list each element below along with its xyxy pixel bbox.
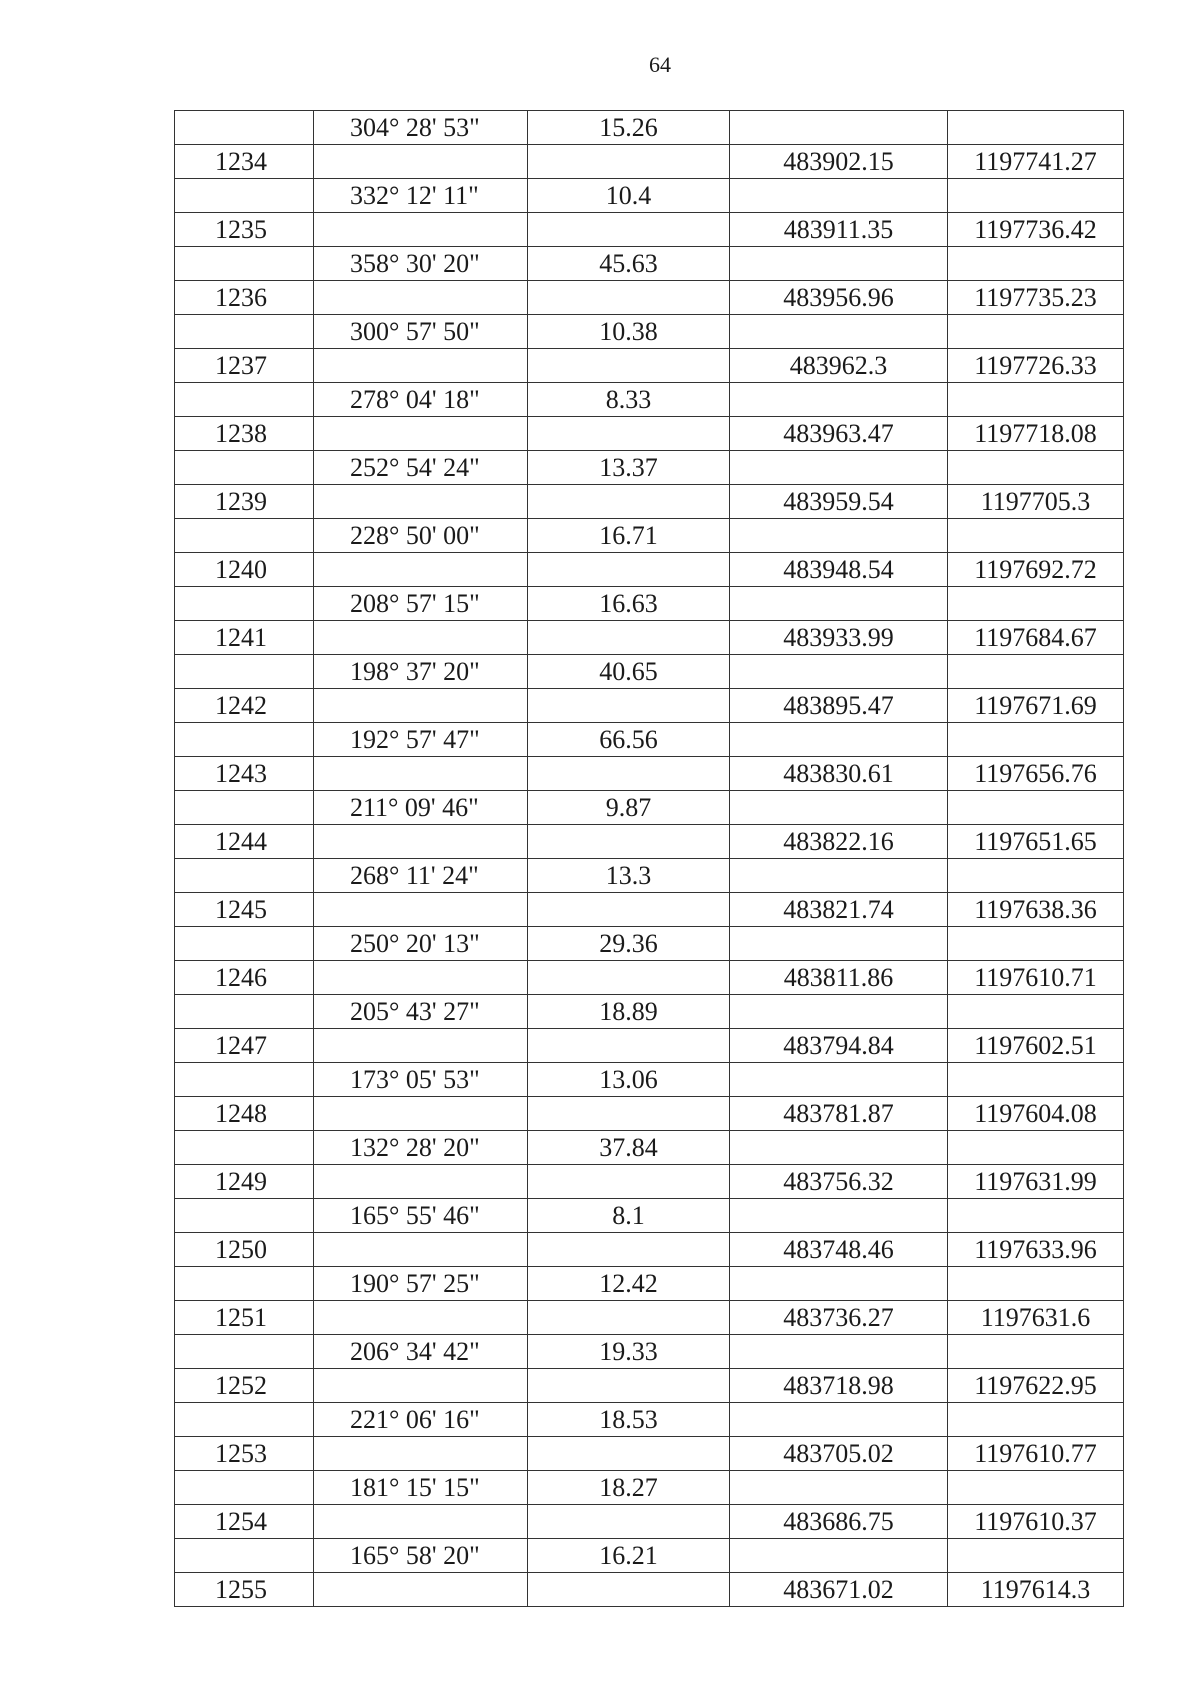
table-row (175, 723, 1124, 757)
distance-cell: 10.4 (528, 179, 730, 213)
table-row (175, 1097, 1124, 1131)
table-row (175, 1199, 1124, 1233)
table-row (175, 621, 1124, 655)
distance-cell: 13.06 (528, 1063, 730, 1097)
distance-cell (528, 1369, 730, 1403)
distance-cell (528, 893, 730, 927)
x-coordinate-cell (730, 1199, 948, 1233)
y-coordinate-cell: 1197684.67 (948, 621, 1124, 655)
y-coordinate-cell (948, 995, 1124, 1029)
table-row (175, 247, 1124, 281)
x-coordinate-cell: 483781.87 (730, 1097, 948, 1131)
table-row (175, 1233, 1124, 1267)
bearing-cell: 250° 20' 13" (314, 927, 528, 961)
x-coordinate-cell (730, 1335, 948, 1369)
distance-cell: 8.1 (528, 1199, 730, 1233)
bearing-cell (314, 1097, 528, 1131)
y-coordinate-cell (948, 791, 1124, 825)
bearing-cell: 228° 50' 00" (314, 519, 528, 553)
bearing-cell: 211° 09' 46" (314, 791, 528, 825)
bearing-cell (314, 757, 528, 791)
y-coordinate-cell: 1197671.69 (948, 689, 1124, 723)
x-coordinate-cell (730, 1131, 948, 1165)
bearing-cell: 268° 11' 24" (314, 859, 528, 893)
y-coordinate-cell: 1197726.33 (948, 349, 1124, 383)
y-coordinate-cell: 1197604.08 (948, 1097, 1124, 1131)
point-number-cell: 1235 (175, 213, 314, 247)
table-row (175, 1471, 1124, 1505)
table-row (175, 689, 1124, 723)
x-coordinate-cell (730, 655, 948, 689)
point-number-cell: 1245 (175, 893, 314, 927)
table-row (175, 791, 1124, 825)
y-coordinate-cell (948, 927, 1124, 961)
table-row (175, 893, 1124, 927)
point-number-cell: 1247 (175, 1029, 314, 1063)
table-row (175, 1131, 1124, 1165)
point-number-cell (175, 247, 314, 281)
x-coordinate-cell (730, 1063, 948, 1097)
table-row (175, 1029, 1124, 1063)
distance-cell: 10.38 (528, 315, 730, 349)
x-coordinate-cell: 483902.15 (730, 145, 948, 179)
distance-cell: 16.71 (528, 519, 730, 553)
point-number-cell: 1238 (175, 417, 314, 451)
x-coordinate-cell: 483794.84 (730, 1029, 948, 1063)
bearing-cell (314, 213, 528, 247)
distance-cell (528, 1097, 730, 1131)
bearing-cell (314, 893, 528, 927)
table-row (175, 383, 1124, 417)
table-row (175, 927, 1124, 961)
y-coordinate-cell: 1197736.42 (948, 213, 1124, 247)
table-row (175, 1335, 1124, 1369)
y-coordinate-cell (948, 1539, 1124, 1573)
distance-cell: 15.26 (528, 111, 730, 145)
x-coordinate-cell: 483718.98 (730, 1369, 948, 1403)
table-row (175, 519, 1124, 553)
x-coordinate-cell: 483748.46 (730, 1233, 948, 1267)
table-row (175, 179, 1124, 213)
y-coordinate-cell (948, 1131, 1124, 1165)
y-coordinate-cell (948, 315, 1124, 349)
y-coordinate-cell: 1197705.3 (948, 485, 1124, 519)
distance-cell (528, 553, 730, 587)
distance-cell (528, 825, 730, 859)
table-row (175, 349, 1124, 383)
y-coordinate-cell: 1197692.72 (948, 553, 1124, 587)
table-row (175, 1403, 1124, 1437)
x-coordinate-cell (730, 315, 948, 349)
table-row (175, 451, 1124, 485)
table-row (175, 281, 1124, 315)
distance-cell (528, 1505, 730, 1539)
distance-cell (528, 1301, 730, 1335)
point-number-cell (175, 111, 314, 145)
bearing-cell: 205° 43' 27" (314, 995, 528, 1029)
x-coordinate-cell (730, 179, 948, 213)
point-number-cell (175, 655, 314, 689)
x-coordinate-cell (730, 1471, 948, 1505)
y-coordinate-cell (948, 1403, 1124, 1437)
table-row (175, 417, 1124, 451)
bearing-cell (314, 553, 528, 587)
x-coordinate-cell: 483933.99 (730, 621, 948, 655)
table-body (175, 111, 1124, 1607)
x-coordinate-cell (730, 995, 948, 1029)
y-coordinate-cell: 1197610.77 (948, 1437, 1124, 1471)
point-number-cell (175, 179, 314, 213)
distance-cell (528, 961, 730, 995)
bearing-cell: 252° 54' 24" (314, 451, 528, 485)
y-coordinate-cell (948, 723, 1124, 757)
point-number-cell: 1255 (175, 1573, 314, 1607)
x-coordinate-cell: 483911.35 (730, 213, 948, 247)
distance-cell (528, 1573, 730, 1607)
bearing-cell (314, 1165, 528, 1199)
distance-cell (528, 1165, 730, 1199)
x-coordinate-cell: 483686.75 (730, 1505, 948, 1539)
y-coordinate-cell (948, 655, 1124, 689)
x-coordinate-cell (730, 927, 948, 961)
bearing-cell (314, 1573, 528, 1607)
bearing-cell: 132° 28' 20" (314, 1131, 528, 1165)
x-coordinate-cell (730, 723, 948, 757)
y-coordinate-cell: 1197614.3 (948, 1573, 1124, 1607)
y-coordinate-cell: 1197741.27 (948, 145, 1124, 179)
y-coordinate-cell (948, 519, 1124, 553)
point-number-cell: 1252 (175, 1369, 314, 1403)
y-coordinate-cell (948, 1471, 1124, 1505)
point-number-cell (175, 723, 314, 757)
point-number-cell: 1243 (175, 757, 314, 791)
table-row (175, 213, 1124, 247)
point-number-cell (175, 383, 314, 417)
y-coordinate-cell: 1197718.08 (948, 417, 1124, 451)
distance-cell (528, 213, 730, 247)
x-coordinate-cell: 483756.32 (730, 1165, 948, 1199)
distance-cell (528, 1233, 730, 1267)
x-coordinate-cell: 483959.54 (730, 485, 948, 519)
point-number-cell (175, 1335, 314, 1369)
x-coordinate-cell: 483962.3 (730, 349, 948, 383)
y-coordinate-cell: 1197631.6 (948, 1301, 1124, 1335)
x-coordinate-cell (730, 791, 948, 825)
y-coordinate-cell: 1197651.65 (948, 825, 1124, 859)
bearing-cell (314, 349, 528, 383)
table-row (175, 1539, 1124, 1573)
point-number-cell (175, 995, 314, 1029)
page-number: 64 (649, 52, 671, 77)
bearing-cell (314, 1301, 528, 1335)
y-coordinate-cell (948, 1063, 1124, 1097)
y-coordinate-cell: 1197631.99 (948, 1165, 1124, 1199)
x-coordinate-cell: 483671.02 (730, 1573, 948, 1607)
bearing-cell: 332° 12' 11" (314, 179, 528, 213)
point-number-cell: 1249 (175, 1165, 314, 1199)
bearing-cell: 192° 57' 47" (314, 723, 528, 757)
bearing-cell (314, 961, 528, 995)
bearing-cell (314, 1505, 528, 1539)
point-number-cell: 1237 (175, 349, 314, 383)
x-coordinate-cell (730, 1539, 948, 1573)
table-row (175, 587, 1124, 621)
point-number-cell (175, 1199, 314, 1233)
y-coordinate-cell (948, 1199, 1124, 1233)
distance-cell: 9.87 (528, 791, 730, 825)
point-number-cell (175, 519, 314, 553)
table-row (175, 1165, 1124, 1199)
bearing-cell (314, 485, 528, 519)
bearing-cell (314, 1369, 528, 1403)
x-coordinate-cell (730, 247, 948, 281)
distance-cell (528, 417, 730, 451)
distance-cell: 37.84 (528, 1131, 730, 1165)
coordinates-table (174, 110, 1124, 1607)
x-coordinate-cell: 483821.74 (730, 893, 948, 927)
bearing-cell: 358° 30' 20" (314, 247, 528, 281)
distance-cell: 18.53 (528, 1403, 730, 1437)
x-coordinate-cell (730, 519, 948, 553)
y-coordinate-cell (948, 587, 1124, 621)
y-coordinate-cell (948, 859, 1124, 893)
distance-cell (528, 349, 730, 383)
bearing-cell (314, 621, 528, 655)
x-coordinate-cell: 483811.86 (730, 961, 948, 995)
y-coordinate-cell (948, 451, 1124, 485)
distance-cell (528, 145, 730, 179)
distance-cell: 8.33 (528, 383, 730, 417)
point-number-cell (175, 791, 314, 825)
y-coordinate-cell: 1197735.23 (948, 281, 1124, 315)
bearing-cell (314, 1233, 528, 1267)
table-row (175, 1301, 1124, 1335)
bearing-cell: 208° 57' 15" (314, 587, 528, 621)
table-row (175, 1267, 1124, 1301)
point-number-cell: 1251 (175, 1301, 314, 1335)
bearing-cell: 181° 15' 15" (314, 1471, 528, 1505)
table-row (175, 1063, 1124, 1097)
y-coordinate-cell: 1197610.71 (948, 961, 1124, 995)
x-coordinate-cell: 483705.02 (730, 1437, 948, 1471)
bearing-cell (314, 1029, 528, 1063)
x-coordinate-cell: 483830.61 (730, 757, 948, 791)
distance-cell: 16.21 (528, 1539, 730, 1573)
table-row (175, 485, 1124, 519)
bearing-cell: 300° 57' 50" (314, 315, 528, 349)
distance-cell: 18.89 (528, 995, 730, 1029)
point-number-cell (175, 1267, 314, 1301)
table-row (175, 961, 1124, 995)
y-coordinate-cell (948, 1335, 1124, 1369)
y-coordinate-cell (948, 111, 1124, 145)
table-row (175, 1369, 1124, 1403)
y-coordinate-cell: 1197610.37 (948, 1505, 1124, 1539)
point-number-cell (175, 1403, 314, 1437)
bearing-cell (314, 417, 528, 451)
point-number-cell (175, 859, 314, 893)
distance-cell: 16.63 (528, 587, 730, 621)
bearing-cell: 165° 55' 46" (314, 1199, 528, 1233)
point-number-cell (175, 1063, 314, 1097)
bearing-cell: 173° 05' 53" (314, 1063, 528, 1097)
y-coordinate-cell: 1197638.36 (948, 893, 1124, 927)
distance-cell (528, 757, 730, 791)
y-coordinate-cell: 1197656.76 (948, 757, 1124, 791)
point-number-cell: 1236 (175, 281, 314, 315)
bearing-cell: 304° 28' 53" (314, 111, 528, 145)
y-coordinate-cell (948, 1267, 1124, 1301)
distance-cell: 45.63 (528, 247, 730, 281)
x-coordinate-cell (730, 451, 948, 485)
distance-cell (528, 281, 730, 315)
distance-cell (528, 621, 730, 655)
x-coordinate-cell: 483822.16 (730, 825, 948, 859)
point-number-cell: 1250 (175, 1233, 314, 1267)
bearing-cell: 206° 34' 42" (314, 1335, 528, 1369)
x-coordinate-cell (730, 1403, 948, 1437)
x-coordinate-cell: 483895.47 (730, 689, 948, 723)
distance-cell (528, 485, 730, 519)
point-number-cell (175, 451, 314, 485)
distance-cell: 12.42 (528, 1267, 730, 1301)
point-number-cell: 1240 (175, 553, 314, 587)
point-number-cell (175, 1539, 314, 1573)
bearing-cell (314, 1437, 528, 1471)
bearing-cell: 190° 57' 25" (314, 1267, 528, 1301)
x-coordinate-cell: 483963.47 (730, 417, 948, 451)
point-number-cell: 1246 (175, 961, 314, 995)
distance-cell: 19.33 (528, 1335, 730, 1369)
point-number-cell: 1254 (175, 1505, 314, 1539)
bearing-cell: 278° 04' 18" (314, 383, 528, 417)
x-coordinate-cell (730, 383, 948, 417)
x-coordinate-cell (730, 587, 948, 621)
bearing-cell: 198° 37' 20" (314, 655, 528, 689)
point-number-cell: 1234 (175, 145, 314, 179)
point-number-cell (175, 927, 314, 961)
table-row (175, 825, 1124, 859)
bearing-cell: 165° 58' 20" (314, 1539, 528, 1573)
x-coordinate-cell: 483956.96 (730, 281, 948, 315)
table-row (175, 859, 1124, 893)
distance-cell (528, 1437, 730, 1471)
point-number-cell (175, 1471, 314, 1505)
table-row (175, 553, 1124, 587)
point-number-cell: 1244 (175, 825, 314, 859)
bearing-cell: 221° 06' 16" (314, 1403, 528, 1437)
table-row (175, 757, 1124, 791)
table-row (175, 1437, 1124, 1471)
point-number-cell: 1239 (175, 485, 314, 519)
table-row (175, 315, 1124, 349)
y-coordinate-cell: 1197602.51 (948, 1029, 1124, 1063)
point-number-cell: 1241 (175, 621, 314, 655)
distance-cell: 13.37 (528, 451, 730, 485)
bearing-cell (314, 825, 528, 859)
distance-cell: 66.56 (528, 723, 730, 757)
y-coordinate-cell: 1197633.96 (948, 1233, 1124, 1267)
distance-cell: 13.3 (528, 859, 730, 893)
point-number-cell (175, 315, 314, 349)
distance-cell: 29.36 (528, 927, 730, 961)
table-row (175, 995, 1124, 1029)
x-coordinate-cell: 483948.54 (730, 553, 948, 587)
distance-cell: 40.65 (528, 655, 730, 689)
point-number-cell: 1253 (175, 1437, 314, 1471)
y-coordinate-cell (948, 383, 1124, 417)
distance-cell (528, 1029, 730, 1063)
y-coordinate-cell (948, 179, 1124, 213)
x-coordinate-cell (730, 859, 948, 893)
x-coordinate-cell (730, 1267, 948, 1301)
y-coordinate-cell: 1197622.95 (948, 1369, 1124, 1403)
point-number-cell: 1242 (175, 689, 314, 723)
distance-cell (528, 689, 730, 723)
distance-cell: 18.27 (528, 1471, 730, 1505)
table-row (175, 145, 1124, 179)
table-row (175, 1505, 1124, 1539)
point-number-cell (175, 587, 314, 621)
bearing-cell (314, 281, 528, 315)
bearing-cell (314, 689, 528, 723)
table-row (175, 111, 1124, 145)
bearing-cell (314, 145, 528, 179)
x-coordinate-cell: 483736.27 (730, 1301, 948, 1335)
x-coordinate-cell (730, 111, 948, 145)
point-number-cell: 1248 (175, 1097, 314, 1131)
y-coordinate-cell (948, 247, 1124, 281)
table-row (175, 1573, 1124, 1607)
table-row (175, 655, 1124, 689)
point-number-cell (175, 1131, 314, 1165)
